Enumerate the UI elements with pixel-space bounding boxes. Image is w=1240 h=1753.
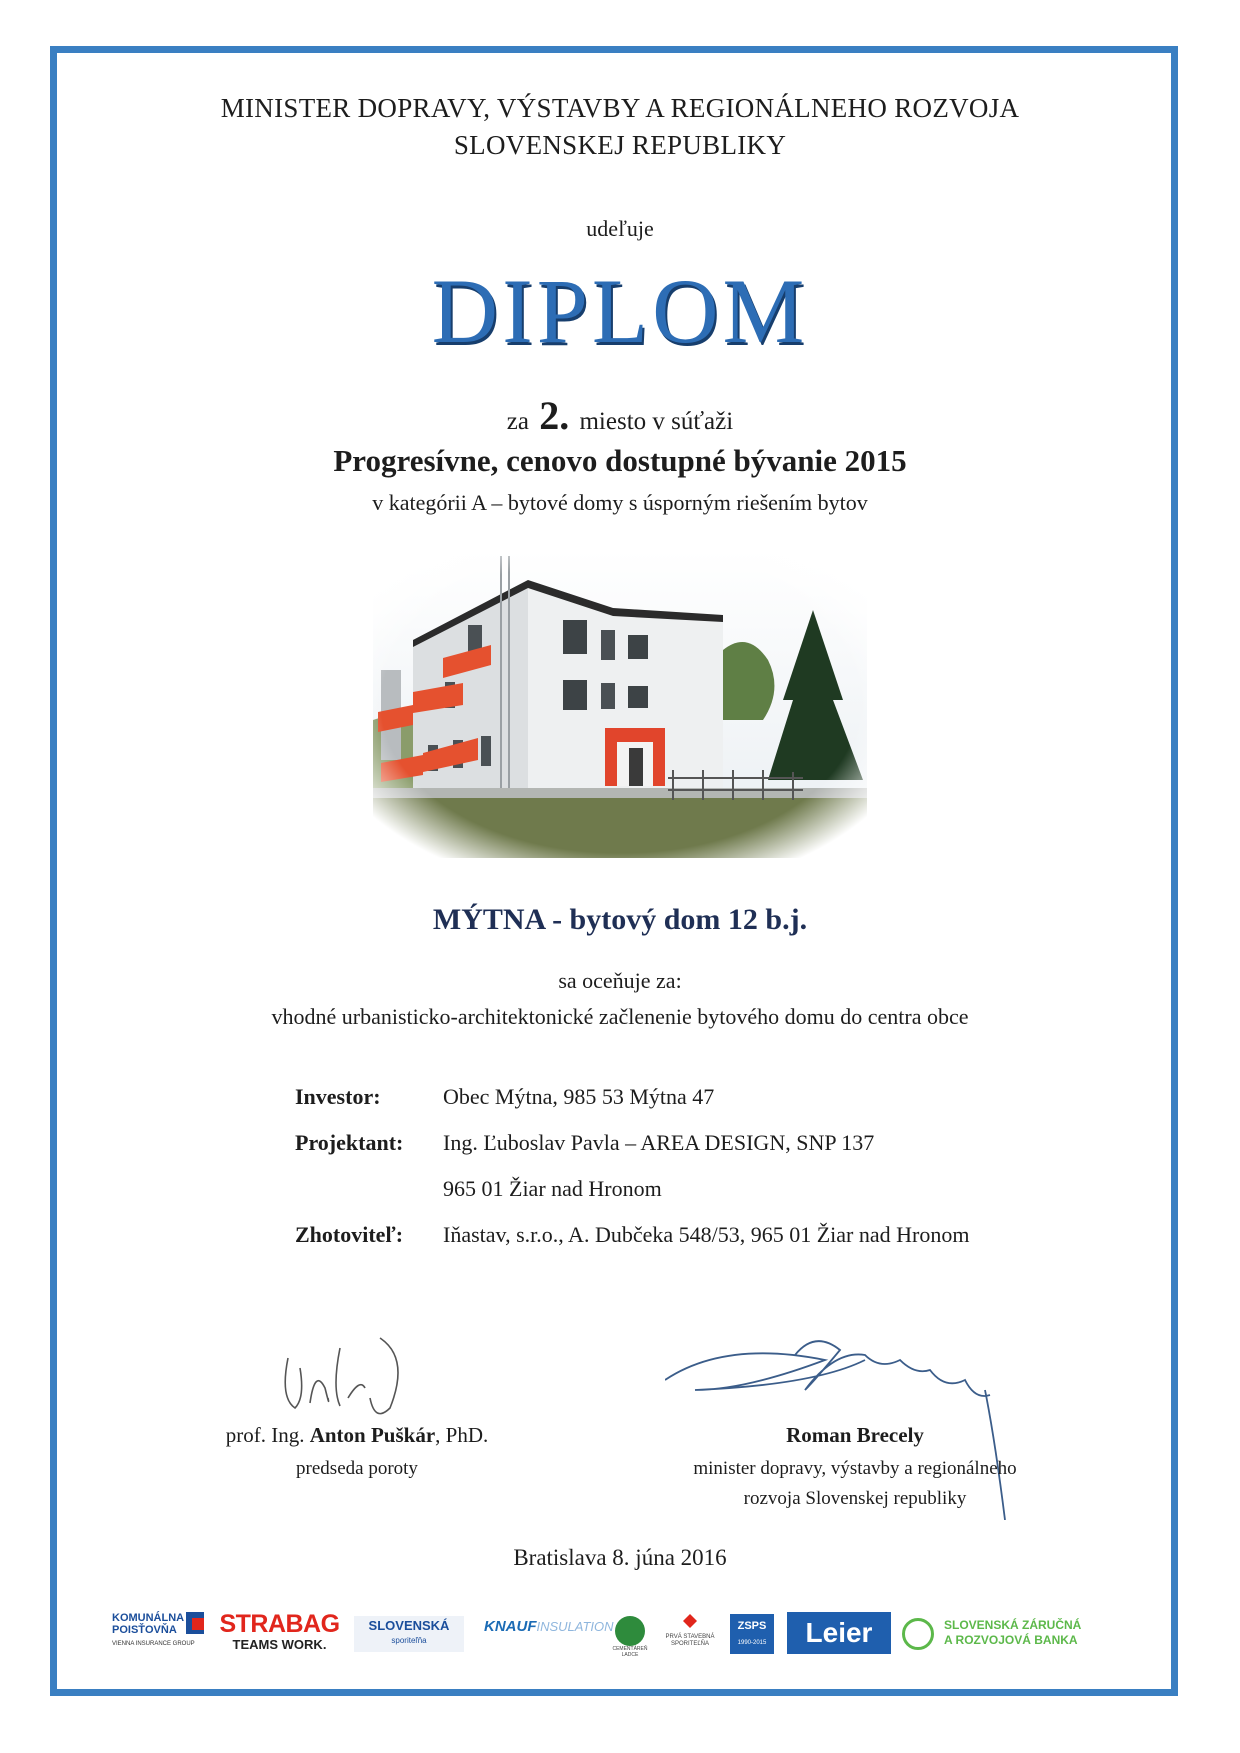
designer-value: Ing. Ľuboslav Pavla – AREA DESIGN, SNP 137 (443, 1130, 875, 1155)
issue-date: Bratislava 8. júna 2016 (513, 1545, 727, 1570)
award-place (0, 392, 1240, 439)
signature-left (270, 1328, 430, 1438)
szrb-mark-icon (902, 1618, 934, 1650)
logo-prva-stavebna-sporitelna: PRVÁ STAVEBNÁ SPORITEĽŇA (662, 1610, 718, 1648)
diploma-title: DIPLOM (431, 260, 809, 362)
award-place-number: 2. (539, 393, 570, 438)
designer-value-2: 965 01 Žiar nad Hronom (443, 1176, 662, 1201)
contest-category: v kategórii A – bytové domy s úsporným riešením bytov (372, 490, 868, 515)
award-prefix: za (506, 408, 529, 435)
left-prefix: prof. Ing. (225, 1423, 305, 1447)
designer-label: Projektant: (295, 1130, 404, 1155)
logo-knauf-insulation: KNAUFINSULATION (484, 1618, 614, 1635)
detail-investor (295, 1084, 714, 1110)
detail-designer-address (295, 1176, 662, 1202)
building-photo (373, 550, 867, 858)
logo-komunalna: KOMUNÁLNA POISŤOVŇA VIENNA INSURANCE GROUP (112, 1612, 208, 1647)
evaluated-label: sa oceňuje za: (558, 968, 682, 993)
logo-zsps: ZSPS 1990-2015 (730, 1614, 774, 1654)
signature-right-name: Roman Brecely (786, 1423, 924, 1447)
detail-contractor (295, 1222, 969, 1248)
logo-slovenska-sporitelna: SLOVENSKÁ sporiteľňa (354, 1616, 464, 1652)
left-suffix: , PhD. (435, 1423, 489, 1447)
signature-left-name (202, 1423, 512, 1448)
signature-left-role: predseda poroty (296, 1458, 418, 1479)
contractor-value: Iňastav, s.r.o., A. Dubčeka 548/53, 965 01 Žiar nad Hronom (443, 1222, 970, 1247)
issuer (0, 90, 1240, 164)
logo-cementaren-ladce: CEMENTÁREŇ LADCE (606, 1610, 654, 1658)
right-role-line-1: minister dopravy, výstavby a regionálneho (693, 1458, 1017, 1479)
signature-right-role (660, 1454, 1050, 1514)
issuer-line-2: SLOVENSKEJ REPUBLIKY (453, 130, 787, 160)
contest-name: Progresívne, cenovo dostupné bývanie 2015 (333, 443, 907, 478)
sponsor-logos: KOMUNÁLNA POISŤOVŇA VIENNA INSURANCE GROUP STRABAG TEAMS WORK. SLOVENSKÁ sporiteľňa KNAUFINSULATION CEMENTÁREŇ LADCE PRVÁ STAVEBNÁ SPORITEĽŇA ZSPS 1990-2015 Leier SLOVENSKÁ ZÁRUČNÁ A ROZVOJOVÁ BANKA (112, 1610, 1082, 1658)
issuer-line-1: MINISTER DOPRAVY, VÝSTAVBY A REGIONÁLNEHO ROZVOJA (220, 93, 1020, 123)
investor-value: Obec Mýtna, 985 53 Mýtna 47 (443, 1084, 715, 1109)
pss-mark-icon (683, 1614, 697, 1628)
cementaren-mark-icon (615, 1616, 645, 1646)
left-name: Anton Puškár (309, 1423, 436, 1447)
grants-text: udeľuje (586, 216, 654, 241)
detail-designer (295, 1130, 874, 1156)
project-title: MÝTNA - bytový dom 12 b.j. (432, 903, 808, 936)
contractor-label: Zhotoviteľ: (295, 1222, 404, 1247)
logo-leier: Leier (787, 1612, 891, 1654)
award-suffix: miesto v súťaži (579, 408, 734, 435)
award-reason: vhodné urbanisticko-architektonické začlenenie bytového domu do centra obce (271, 1004, 969, 1029)
right-role-line-2: rozvoja Slovenskej republiky (743, 1488, 967, 1509)
investor-label: Investor: (295, 1084, 381, 1109)
logo-strabag: STRABAG TEAMS WORK. (219, 1610, 340, 1652)
